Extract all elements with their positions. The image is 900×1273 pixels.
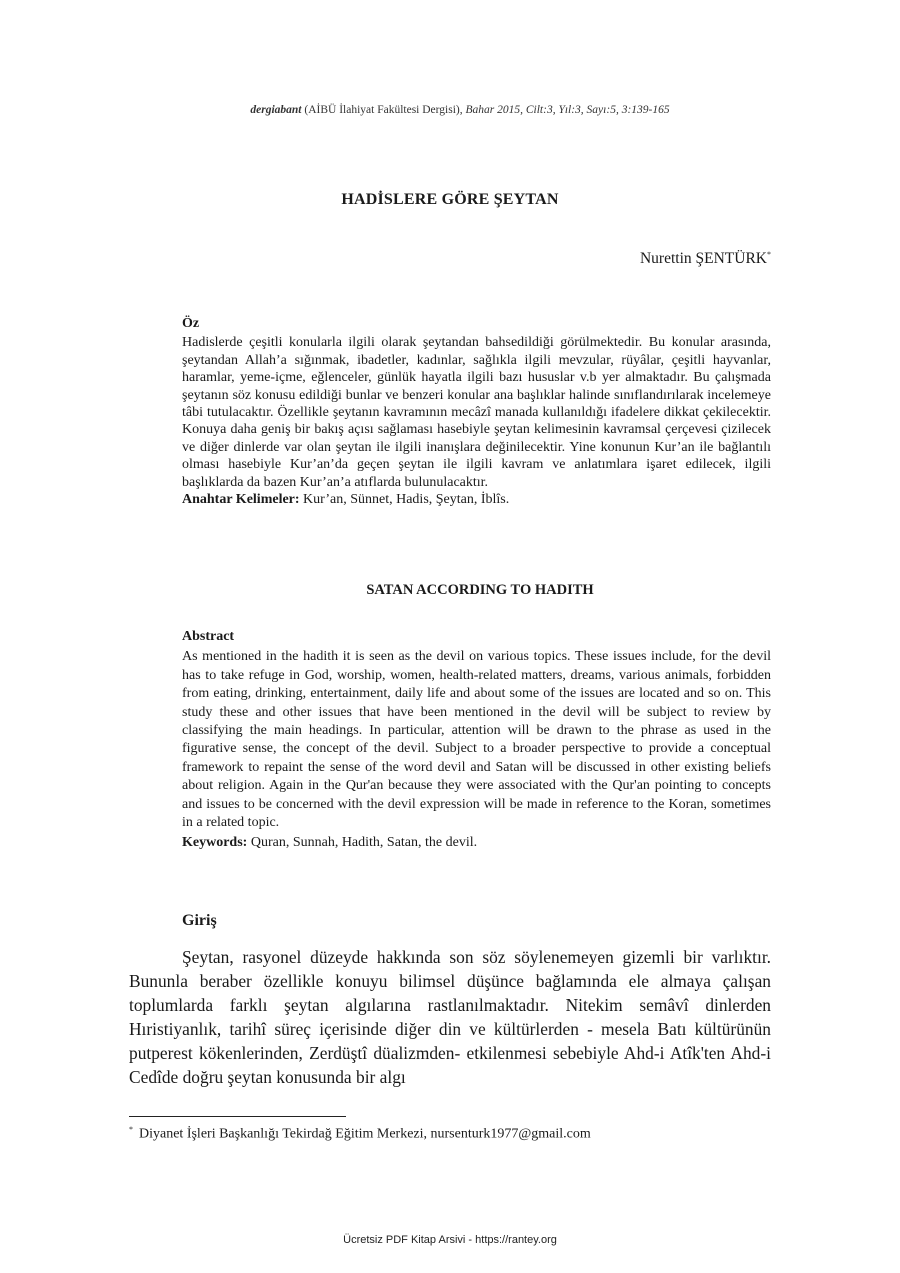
oz-heading: Öz xyxy=(182,316,200,331)
abstract-body: As mentioned in the hadith it is seen as the devil on various topics. These issues include, for the devil has to take refuge in God, worship, women, health-related matters, dreams, various animals, forbidden from eating, drinking, entertainment, daily life and about some of the issues are located and so on. This study these and other issues that have been mentioned in the devil will be subject to review by classifying the main headings. In particular, attention will be drawn to the phrase as used in the figurative sense, the concept of the devil. Subject to a broader perspective to provide a conceptual framework to repaint the sense of the word devil and Satan will be discussed in other existing beliefs about religion. Again in the Qur'an because they were associated with the Qur'an pointing to concepts and issues to be concerned with the devil expression will be made in reference to the Koran, sometimes in a related topic. xyxy=(182,649,771,831)
author-footnote-mark: * xyxy=(767,250,771,259)
oz-body: Hadislerde çeşitli konularla ilgili olarak şeytandan bahsedildiği görülmektedir. Bu konular arasında, şeytandan Allah’a sığınmak, ibadetler, kadınlar, sağlıkla ilgili mevzular, rüyâlar, çeşitli hayvanlar, haramlar, yeme-içme, eğlenceler, günlük hayatla ilgili bazı hususlar v.b yer almaktadır. Bu çalışmada şeytanın söz konusu edildiği bunlar ve benzeri konular ana başlıklar halinde sınıflandırılarak incelemeye tâbi tutulacaktır. Özellikle şeytanın kavramının mecâzî manada kullanıldığı ifadelere dikkat çekilecektir. Konuya daha geniş bir bakış açısı sağlaması hasebiyle şeytan kelimesinin kavramsal çerçevesi çizilecek ve diğer dinlerde var olan şeytan ile ilgili inanışlara değinilecektir. Yine konunun Kur’an ile bağlantılı olması hasebiyle Kur’an’da geçen şeytan ile ilgili kavram ve anlatımlara işaret edilecek, ilgili başlıklarda da bazen Kur’an’a atıflarda bulunulacaktır. xyxy=(182,335,771,490)
footnote-divider xyxy=(129,1116,346,1117)
abstract-heading: Abstract xyxy=(182,629,235,644)
author-name: Nurettin ŞENTÜRK xyxy=(639,250,767,268)
author xyxy=(640,250,771,268)
article-title-turkish: HADİSLERE GÖRE ŞEYTAN xyxy=(341,191,559,208)
oz-keywords-label: Anahtar Kelimeler: xyxy=(182,492,300,508)
abstract-section xyxy=(182,628,771,853)
oz-keywords-text: Kur’an, Sünnet, Hadis, Şeytan, İblîs. xyxy=(299,492,510,508)
journal-issue: Bahar 2015, Cilt:3, Yıl:3, Sayı:5, 3:139-165 xyxy=(465,104,670,116)
abstract-keywords-text: Quran, Sunnah, Hadith, Satan, the devil. xyxy=(247,835,478,851)
footnote xyxy=(129,1125,771,1143)
journal-name: dergiabant xyxy=(250,104,302,116)
article-title-english: SATAN ACCORDING TO HADITH xyxy=(366,582,594,598)
intro-paragraph: Şeytan, rasyonel düzeyde hakkında son söz söylenemeyen gizemli bir varlıktır. Bununla beraber özellikle konuyu bilimsel düşünce bağlamında ele almaya çalışan toplumlarda farklı şeytan algılarına rastlanılmaktadır. Nitekim semâvî dinlerden Hıristiyanlık, tarihî süreç içerisinde diğer din ve kültürlerden - mesela Batı kültürünün putperest kökenlerinden, Zerdüştî düalizmden- etkilenmesi sebebiyle Ahd-i Atîk'ten Ahd-i Cedîde doğru şeytan konusunda bir algı xyxy=(129,947,771,1087)
abstract-keywords-label: Keywords: xyxy=(182,835,248,851)
journal-publisher: (AİBÜ İlahiyat Fakültesi Dergisi), xyxy=(301,104,466,116)
intro-body xyxy=(129,945,771,1089)
intro-heading: Giriş xyxy=(182,912,217,929)
abstract-keywords xyxy=(182,834,771,852)
oz-section xyxy=(182,315,771,508)
running-header xyxy=(0,104,900,116)
footnote-mark: * xyxy=(129,1125,133,1134)
page-footer: Ücretsiz PDF Kitap Arsivi - https://rantey.org xyxy=(343,1234,557,1246)
oz-keywords xyxy=(182,491,771,508)
footnote-text: Diyanet İşleri Başkanlığı Tekirdağ Eğitim Merkezi, nursenturk1977@gmail.com xyxy=(139,1126,591,1142)
